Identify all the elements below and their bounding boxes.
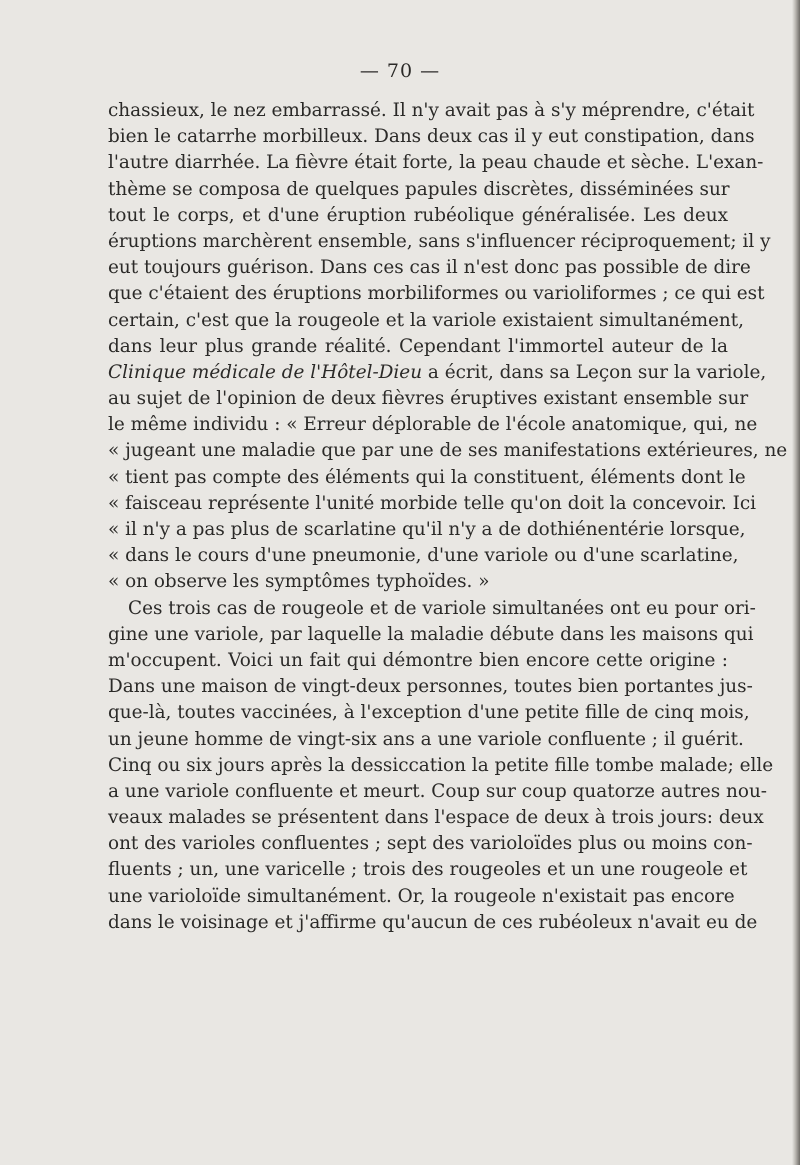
quote-line: « faisceau représente l'unité morbide telle qu'on doit la concevoir. Ici bbox=[108, 492, 757, 514]
text-line: m'occupent. Voici un fait qui démontre bien encore cette origine : bbox=[108, 649, 728, 671]
quote-line: « jugeant une maladie que par une de ses manifestations extérieures, ne bbox=[108, 440, 788, 462]
text-line: certain, c'est que la rougeole et la variole existaient simultanément, bbox=[108, 309, 745, 331]
text-line: dans leur plus grande réalité. Cependant l'immortel auteur de la bbox=[108, 335, 728, 357]
text-line: ont des varioles confluentes ; sept des varioloïdes plus ou moins con- bbox=[108, 833, 753, 855]
text-line: au sujet de l'opinion de deux fièvres éruptives existant ensemble sur bbox=[108, 388, 749, 410]
text-line: Dans une maison de vingt-deux personnes, toutes bien portantes jus- bbox=[108, 676, 753, 698]
text-line: thème se composa de quelques papules discrètes, disséminées sur bbox=[108, 178, 730, 200]
quote-line: « dans le cours d'une pneumonie, d'une variole ou d'une scarlatine, bbox=[108, 545, 739, 567]
page-number: — 70 — bbox=[359, 60, 441, 82]
text-line: a une variole confluente et meurt. Coup sur coup quatorze autres nou- bbox=[108, 780, 768, 802]
text-line: eut toujours guérison. Dans ces cas il n'est donc pas possible de dire bbox=[108, 257, 751, 279]
text-line: Ces trois cas de rougeole et de variole simultanées ont eu pour ori- bbox=[128, 597, 756, 619]
text-line: un jeune homme de vingt-six ans a une variole confluente ; il guérit. bbox=[108, 728, 744, 750]
quote-line: « on observe les symptômes typhoïdes. » bbox=[108, 571, 490, 593]
text-line: que-là, toutes vaccinées, à l'exception d'une petite fille de cinq mois, bbox=[108, 702, 750, 724]
text-line: veaux malades se présentent dans l'espace de deux à trois jours: deux bbox=[108, 807, 764, 829]
text-line: fluents ; un, une varicelle ; trois des rougeoles et un une rougeole et bbox=[108, 859, 748, 881]
quote-line: « il n'y a pas plus de scarlatine qu'il n'y a de dothiénentérie lorsque, bbox=[108, 519, 746, 540]
text-line: bien le catarrhe morbilleux. Dans deux cas il y eut constipation, dans bbox=[108, 126, 755, 148]
text-line: une varioloïde simultanément. Or, la rougeole n'existait pas encore bbox=[108, 885, 735, 907]
text-line: éruptions marchèrent ensemble, sans s'influencer réciproquement; il y bbox=[108, 230, 771, 252]
text-line: que c'étaient des éruptions morbiliformes ou varioliformes ; ce qui est bbox=[108, 283, 765, 305]
text-line: Cinq ou six jours après la dessiccation la petite fille tombe malade; elle bbox=[108, 754, 774, 776]
text-line: tout le corps, et d'une éruption rubéolique généralisée. Les deux bbox=[108, 204, 728, 226]
book-title: Clinique médicale de l'Hôtel-Dieu bbox=[108, 361, 423, 383]
body-text bbox=[108, 98, 788, 936]
text-line-rest: a écrit, dans sa Leçon sur la variole, bbox=[422, 361, 767, 383]
text-line: dans le voisinage et j'affirme qu'aucun de ces rubéoleux n'avait eu de bbox=[108, 911, 758, 933]
text-line: le même individu : « Erreur déplorable de l'école anatomique, qui, ne bbox=[108, 414, 758, 436]
quote-line: « tient pas compte des éléments qui la constituent, éléments dont le bbox=[108, 466, 746, 488]
page-edge-shadow bbox=[792, 0, 800, 1165]
text-line: chassieux, le nez embarrassé. Il n'y avait pas à s'y méprendre, c'était bbox=[108, 100, 755, 121]
text-line bbox=[108, 360, 767, 386]
text-line: gine une variole, par laquelle la maladie débute dans les maisons qui bbox=[108, 623, 754, 645]
text-line: l'autre diarrhée. La fièvre était forte, la peau chaude et sèche. L'exan- bbox=[108, 152, 764, 174]
